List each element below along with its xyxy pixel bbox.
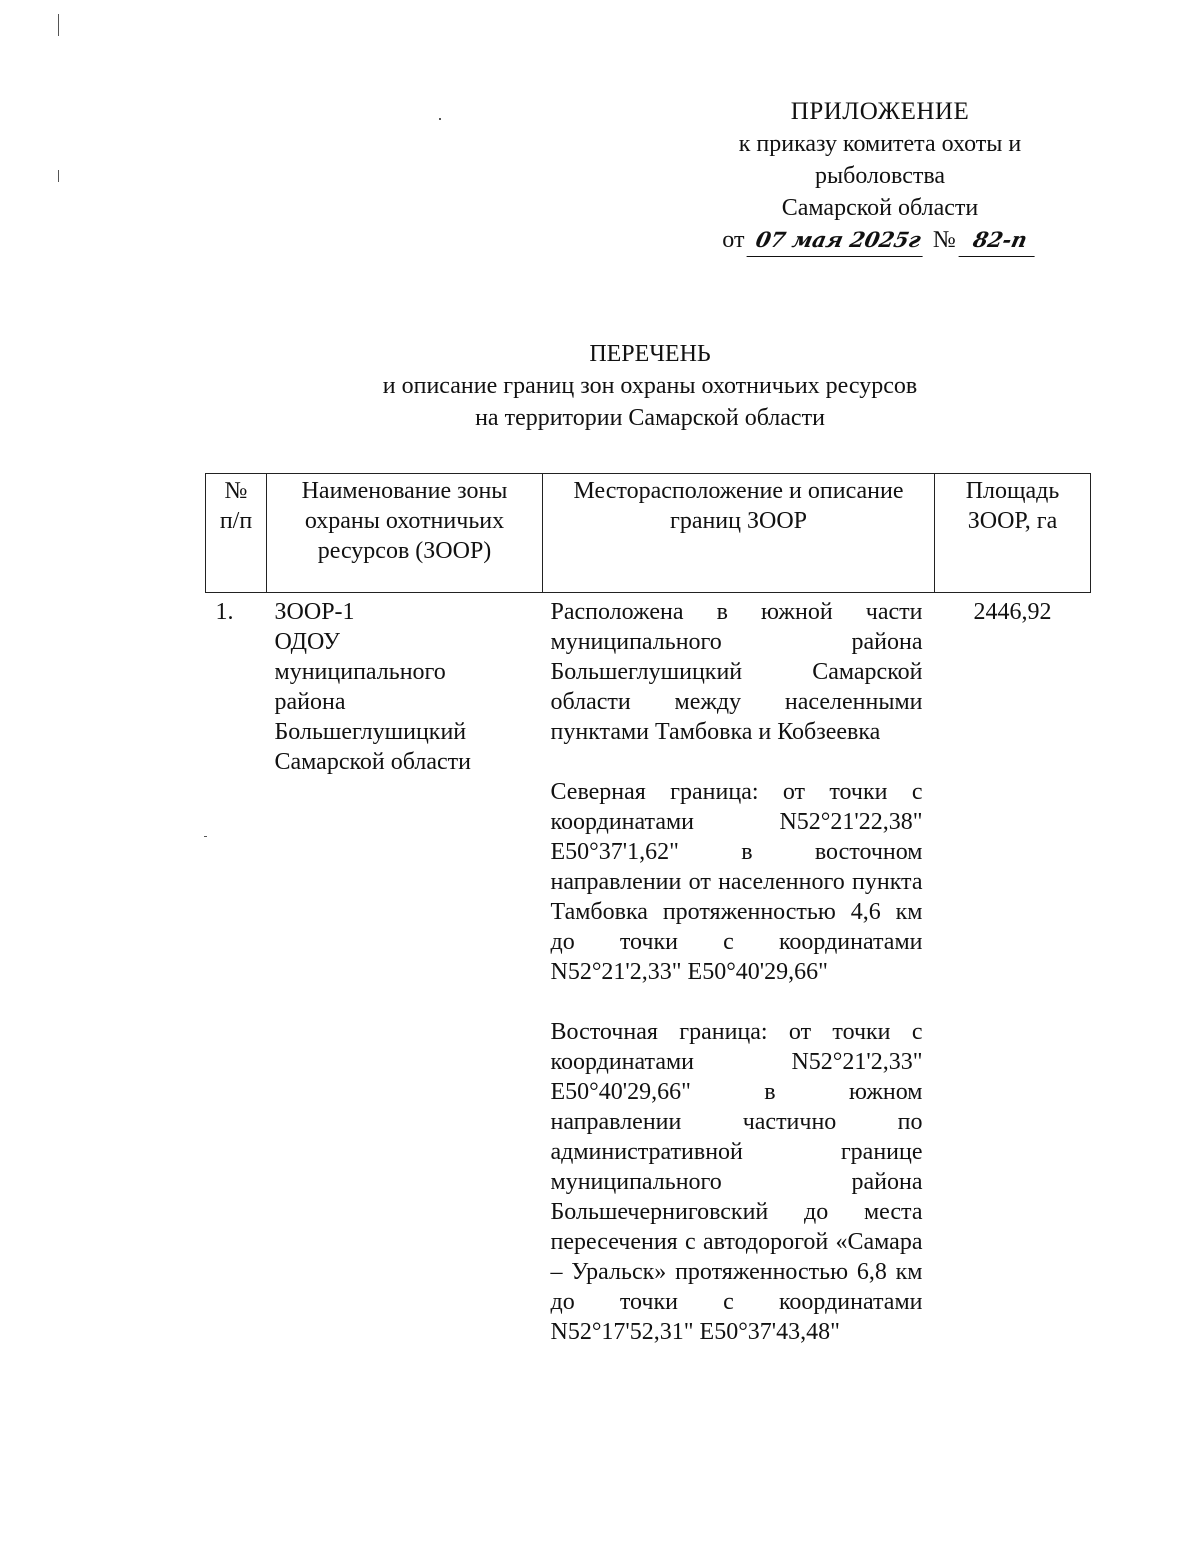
title-line-1: ПЕРЕЧЕНЬ <box>589 341 711 367</box>
handwritten-date: 07 мая 2025г <box>747 224 930 257</box>
scan-mark <box>58 14 59 36</box>
description-north-border: Северная граница: от точки с координатами N52°21'22,38" E50°37'1,62" в восточном направлении от населенного пункта Тамбовка протяженностью 4,6 км до точки с координатами N52°21'2,33" E50°40'29,66" <box>550 779 923 985</box>
document-title <box>250 338 1050 434</box>
appendix-block <box>690 96 1070 257</box>
number-prefix: № <box>932 227 956 253</box>
appendix-heading: ПРИЛОЖЕНИЕ <box>790 98 970 125</box>
title-line-3: на территории Самарской области <box>475 405 825 431</box>
zones-table-wrap <box>205 473 1090 1347</box>
header-num: № п/п <box>206 474 267 593</box>
scan-mark <box>58 170 59 182</box>
name-line: Самарской области <box>274 749 471 775</box>
appendix-line-2: рыболовства <box>815 163 945 189</box>
name-line: Большеглушицкий <box>274 719 467 745</box>
description-location: Расположена в южной части муниципального района Большеглушицкий Самарской области между населенными пунктами Тамбовка и Кобзеевка <box>550 599 923 745</box>
title-line-2: и описание границ зон охраны охотничьих ресурсов <box>382 373 918 399</box>
scan-mark <box>439 118 441 120</box>
table-row <box>206 593 1091 1348</box>
name-line: ЗООР-1 <box>274 599 355 625</box>
row-area: 2446,92 <box>973 599 1052 625</box>
appendix-line-3: Самарской области <box>781 195 979 221</box>
row-num: 1. <box>215 599 234 625</box>
row-name <box>267 593 543 1348</box>
appendix-line-1: к приказу комитета охоты и <box>738 131 1022 157</box>
appendix-date-line <box>690 224 1070 257</box>
handwritten-number: 82-п <box>958 224 1041 257</box>
description-east-border: Восточная граница: от точки с координатами N52°21'2,33" E50°40'29,66" в южном направлении частично по административной границе муниципального района Большечерниговский до места пересечения с автодорогой «Самара – Уральск» протяженностью 6,8 км до точки с координатами N52°17'52,31" E50°37'43,48" <box>550 1019 923 1345</box>
date-prefix: от <box>722 227 745 253</box>
name-line: муниципального <box>274 659 446 685</box>
header-area: Площадь ЗООР, га <box>935 474 1091 593</box>
table-header-row <box>206 474 1091 593</box>
row-description <box>543 593 935 1348</box>
zones-table <box>205 473 1091 1347</box>
header-desc: Месторасположение и описание границ ЗООР <box>543 474 935 593</box>
name-line: района <box>274 689 346 715</box>
header-name: Наименование зоны охраны охотничьих ресурсов (ЗООР) <box>267 474 543 593</box>
name-line: ОДОУ <box>274 629 340 655</box>
